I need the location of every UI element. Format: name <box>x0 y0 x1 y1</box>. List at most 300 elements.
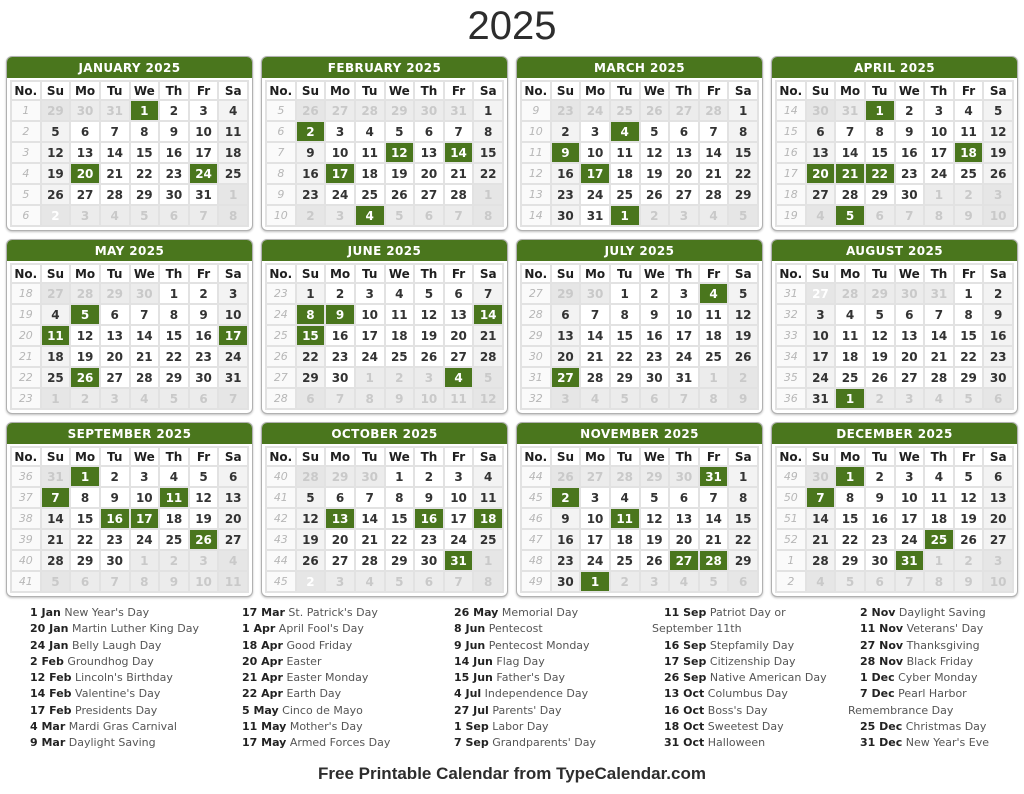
day-cell: 23 <box>552 185 580 204</box>
day-cell-holiday: 31 <box>896 551 924 570</box>
week-number: 29 <box>522 326 550 345</box>
day-cell: 31 <box>190 185 218 204</box>
day-cell: 11 <box>356 143 384 162</box>
week-number: 52 <box>777 530 805 549</box>
day-cell: 20 <box>896 347 924 366</box>
month-card-january <box>6 56 253 231</box>
day-cell: 9 <box>984 305 1012 324</box>
holiday-date: 16 Oct <box>664 703 705 717</box>
weekday-header: Su <box>807 448 835 465</box>
day-cell: 27 <box>984 530 1012 549</box>
day-cell: 15 <box>131 143 159 162</box>
day-cell: 18 <box>611 530 639 549</box>
day-cell: 5 <box>160 389 188 408</box>
day-cell: 20 <box>326 530 354 549</box>
day-cell: 6 <box>984 389 1012 408</box>
day-cell: 26 <box>415 347 443 366</box>
day-cell: 31 <box>807 389 835 408</box>
holiday-date: 13 Oct <box>664 687 705 701</box>
day-cell: 6 <box>807 122 835 141</box>
holiday-item: 13 Oct Columbus Day <box>664 687 788 701</box>
day-cell: 11 <box>445 389 473 408</box>
day-cell: 2 <box>866 467 894 486</box>
week-number: 14 <box>522 206 550 225</box>
weekday-header: Fr <box>955 82 983 99</box>
day-cell: 8 <box>386 488 414 507</box>
holiday-date: 2 Feb <box>30 654 64 668</box>
day-cell: 24 <box>807 368 835 387</box>
day-cell: 24 <box>326 185 354 204</box>
day-cell: 10 <box>219 305 247 324</box>
day-cell: 27 <box>101 368 129 387</box>
holiday-date: 15 Jun <box>454 671 493 685</box>
month-card-november <box>516 422 763 597</box>
day-cell: 2 <box>866 389 894 408</box>
day-cell: 5 <box>729 206 757 225</box>
day-cell: 3 <box>581 122 609 141</box>
day-cell: 2 <box>415 467 443 486</box>
day-cell: 5 <box>611 389 639 408</box>
holiday-item: 31 Oct Halloween <box>664 736 766 750</box>
weekday-header: Mo <box>581 82 609 99</box>
day-cell: 13 <box>552 326 580 345</box>
week-number: 17 <box>777 164 805 183</box>
week-number-header: No. <box>12 265 40 282</box>
weekday-header: Su <box>297 265 325 282</box>
day-cell: 23 <box>190 347 218 366</box>
day-cell: 29 <box>386 551 414 570</box>
day-cell: 7 <box>474 284 502 303</box>
weekday-header: Tu <box>611 265 639 282</box>
day-cell: 28 <box>836 185 864 204</box>
week-number: 40 <box>267 467 295 486</box>
day-cell: 6 <box>729 572 757 591</box>
day-cell: 9 <box>160 122 188 141</box>
day-cell: 5 <box>700 572 728 591</box>
day-cell: 12 <box>71 326 99 345</box>
day-cell: 5 <box>297 488 325 507</box>
holiday-item: 27 Nov Thanksgiving <box>860 638 980 652</box>
day-cell: 26 <box>552 467 580 486</box>
week-number: 5 <box>267 101 295 120</box>
day-cell: 8 <box>925 572 953 591</box>
weekday-header: We <box>641 82 669 99</box>
day-cell: 19 <box>729 326 757 345</box>
day-cell: 26 <box>641 551 669 570</box>
weekday-header: Sa <box>219 448 247 465</box>
day-cell: 30 <box>190 368 218 387</box>
day-cell: 24 <box>896 530 924 549</box>
day-cell: 24 <box>581 101 609 120</box>
day-cell: 20 <box>984 509 1012 528</box>
day-cell: 3 <box>356 284 384 303</box>
day-cell: 14 <box>356 509 384 528</box>
day-cell: 13 <box>219 488 247 507</box>
day-cell: 18 <box>700 326 728 345</box>
day-cell: 1 <box>474 101 502 120</box>
day-cell: 29 <box>160 368 188 387</box>
month-title: MAY 2025 <box>7 240 252 261</box>
day-cell: 8 <box>611 305 639 324</box>
weekday-header: Fr <box>190 82 218 99</box>
week-number: 5 <box>12 185 40 204</box>
day-cell: 6 <box>415 122 443 141</box>
day-cell: 2 <box>641 206 669 225</box>
day-cell: 15 <box>836 509 864 528</box>
day-cell-holiday: 15 <box>297 326 325 345</box>
day-cell: 2 <box>729 368 757 387</box>
day-cell: 5 <box>190 467 218 486</box>
weekday-header: Tu <box>866 82 894 99</box>
day-cell: 10 <box>670 305 698 324</box>
day-cell-holiday: 26 <box>71 368 99 387</box>
week-number: 30 <box>522 347 550 366</box>
day-cell: 4 <box>925 389 953 408</box>
day-cell: 17 <box>670 326 698 345</box>
day-cell: 29 <box>729 551 757 570</box>
day-cell: 19 <box>415 326 443 345</box>
day-cell-holiday: 12 <box>386 143 414 162</box>
day-cell: 1 <box>700 368 728 387</box>
day-cell: 7 <box>581 305 609 324</box>
holiday-item: 2 Nov Daylight Saving <box>860 606 986 619</box>
day-cell: 5 <box>984 101 1012 120</box>
day-cell: 23 <box>326 347 354 366</box>
day-cell: 10 <box>581 509 609 528</box>
day-cell: 8 <box>474 206 502 225</box>
week-number-header: No. <box>267 82 295 99</box>
weekday-header: Su <box>552 82 580 99</box>
holiday-item: 16 Oct Boss's Day <box>664 703 768 717</box>
week-number: 19 <box>12 305 40 324</box>
holiday-date: 4 Jul <box>454 687 482 701</box>
day-cell-holiday: 4 <box>611 122 639 141</box>
day-cell: 4 <box>356 122 384 141</box>
day-cell: 28 <box>474 347 502 366</box>
day-cell: 4 <box>925 467 953 486</box>
day-cell-holiday: 1 <box>71 467 99 486</box>
day-cell: 3 <box>552 389 580 408</box>
holiday-date: 14 Feb <box>30 687 72 701</box>
week-number: 6 <box>12 206 40 225</box>
day-cell-holiday: 2 <box>297 122 325 141</box>
day-cell: 26 <box>641 101 669 120</box>
day-cell-holiday: 18 <box>955 143 983 162</box>
holiday-column <box>18 605 230 752</box>
calendar-page <box>0 4 1024 784</box>
holiday-date: 1 Sep <box>454 720 489 734</box>
day-cell: 22 <box>729 530 757 549</box>
day-cell: 7 <box>356 488 384 507</box>
day-cell: 21 <box>445 164 473 183</box>
day-cell: 2 <box>984 284 1012 303</box>
day-cell: 28 <box>131 368 159 387</box>
day-cell: 3 <box>670 206 698 225</box>
day-cell: 25 <box>42 368 70 387</box>
day-cell: 21 <box>807 530 835 549</box>
day-cell: 13 <box>896 326 924 345</box>
day-cell: 9 <box>866 488 894 507</box>
day-cell: 1 <box>955 284 983 303</box>
day-cell: 27 <box>219 530 247 549</box>
day-cell: 15 <box>955 326 983 345</box>
day-cell: 12 <box>42 143 70 162</box>
day-cell-holiday: 21 <box>836 164 864 183</box>
day-cell-holiday: 8 <box>297 305 325 324</box>
day-cell: 3 <box>581 488 609 507</box>
week-number-header: No. <box>522 448 550 465</box>
week-number: 15 <box>777 122 805 141</box>
day-cell: 30 <box>670 467 698 486</box>
month-title: OCTOBER 2025 <box>262 423 507 444</box>
week-number: 10 <box>522 122 550 141</box>
day-cell: 14 <box>42 509 70 528</box>
week-number: 51 <box>777 509 805 528</box>
day-cell: 7 <box>925 305 953 324</box>
week-number: 24 <box>267 305 295 324</box>
day-cell: 1 <box>611 284 639 303</box>
weekday-header: Su <box>42 448 70 465</box>
day-cell: 7 <box>445 206 473 225</box>
week-number: 27 <box>522 284 550 303</box>
weekday-header: Su <box>552 265 580 282</box>
week-number: 40 <box>12 551 40 570</box>
weekday-header: Su <box>297 448 325 465</box>
holiday-date: 21 Apr <box>242 671 283 685</box>
day-cell: 22 <box>611 347 639 366</box>
day-cell: 7 <box>101 572 129 591</box>
week-number: 35 <box>777 368 805 387</box>
day-cell: 5 <box>866 305 894 324</box>
day-cell: 6 <box>641 389 669 408</box>
month-title: NOVEMBER 2025 <box>517 423 762 444</box>
day-cell-holiday: 2 <box>552 488 580 507</box>
day-cell: 26 <box>729 347 757 366</box>
day-cell: 17 <box>445 509 473 528</box>
holiday-date: 26 Sep <box>664 671 707 685</box>
day-cell: 25 <box>386 347 414 366</box>
day-cell: 22 <box>474 164 502 183</box>
day-cell: 9 <box>641 305 669 324</box>
holiday-item: 14 Feb Valentine's Day <box>30 687 161 701</box>
week-number: 22 <box>12 368 40 387</box>
weekday-header: Tu <box>356 448 384 465</box>
day-cell-holiday: 17 <box>581 164 609 183</box>
day-cell: 2 <box>641 284 669 303</box>
day-cell: 16 <box>552 530 580 549</box>
day-cell: 4 <box>42 305 70 324</box>
day-cell: 8 <box>71 488 99 507</box>
day-cell-holiday: 27 <box>552 368 580 387</box>
holiday-date: 1 Dec <box>860 671 895 685</box>
day-cell: 20 <box>670 530 698 549</box>
weekday-header: We <box>386 82 414 99</box>
day-cell: 10 <box>445 488 473 507</box>
week-number: 9 <box>267 185 295 204</box>
day-cell: 31 <box>101 101 129 120</box>
day-cell: 3 <box>326 122 354 141</box>
day-cell: 6 <box>445 284 473 303</box>
day-cell: 8 <box>955 305 983 324</box>
day-cell: 23 <box>641 347 669 366</box>
holiday-date: 9 Mar <box>30 736 66 750</box>
day-cell: 9 <box>955 572 983 591</box>
day-cell: 27 <box>581 467 609 486</box>
day-cell: 21 <box>700 530 728 549</box>
weekday-header: Th <box>160 448 188 465</box>
day-cell: 15 <box>729 509 757 528</box>
week-number-header: No. <box>522 82 550 99</box>
day-cell: 19 <box>42 164 70 183</box>
holiday-item: 17 Feb Presidents Day <box>30 703 158 717</box>
day-cell: 28 <box>581 368 609 387</box>
week-number: 4 <box>12 164 40 183</box>
day-cell: 3 <box>219 284 247 303</box>
day-cell: 10 <box>326 143 354 162</box>
week-number: 49 <box>522 572 550 591</box>
page-title: 2025 <box>467 4 557 48</box>
day-cell: 8 <box>866 122 894 141</box>
day-cell: 9 <box>896 122 924 141</box>
day-cell: 21 <box>925 347 953 366</box>
day-cell: 16 <box>326 326 354 345</box>
day-cell: 18 <box>160 509 188 528</box>
day-cell: 29 <box>326 467 354 486</box>
day-cell: 23 <box>160 164 188 183</box>
day-cell: 8 <box>219 206 247 225</box>
week-number-header: No. <box>267 448 295 465</box>
day-cell-holiday: 17 <box>131 509 159 528</box>
day-cell: 24 <box>131 530 159 549</box>
day-cell: 6 <box>326 488 354 507</box>
holiday-item: 17 May Armed Forces Day <box>242 736 391 750</box>
day-cell: 4 <box>836 305 864 324</box>
week-number: 20 <box>12 326 40 345</box>
day-cell: 4 <box>807 206 835 225</box>
day-cell: 19 <box>866 347 894 366</box>
day-cell: 2 <box>611 572 639 591</box>
day-cell-holiday: 22 <box>866 164 894 183</box>
weekday-header: Mo <box>71 265 99 282</box>
day-cell: 6 <box>670 122 698 141</box>
day-cell: 5 <box>386 572 414 591</box>
day-cell: 1 <box>925 185 953 204</box>
week-number: 44 <box>267 551 295 570</box>
day-cell: 2 <box>190 284 218 303</box>
holiday-date: 24 Jan <box>30 638 69 652</box>
day-cell: 29 <box>297 368 325 387</box>
day-cell: 29 <box>71 551 99 570</box>
day-cell: 11 <box>955 122 983 141</box>
day-cell: 23 <box>552 101 580 120</box>
day-cell: 7 <box>190 206 218 225</box>
day-cell: 28 <box>356 551 384 570</box>
day-cell-holiday: 25 <box>925 530 953 549</box>
day-cell: 17 <box>925 143 953 162</box>
day-cell: 14 <box>700 509 728 528</box>
day-cell: 2 <box>297 206 325 225</box>
day-cell: 9 <box>386 389 414 408</box>
day-cell: 11 <box>474 488 502 507</box>
day-cell: 25 <box>700 347 728 366</box>
day-cell: 21 <box>581 347 609 366</box>
day-cell: 30 <box>984 368 1012 387</box>
day-cell: 4 <box>611 488 639 507</box>
holiday-item: 21 Apr Easter Monday <box>242 671 369 685</box>
day-cell: 13 <box>670 509 698 528</box>
week-number: 33 <box>777 326 805 345</box>
day-cell: 4 <box>581 389 609 408</box>
day-cell: 28 <box>836 284 864 303</box>
day-cell: 6 <box>71 122 99 141</box>
weekday-header: We <box>896 82 924 99</box>
weekday-header: Th <box>670 448 698 465</box>
day-cell: 26 <box>955 530 983 549</box>
holiday-item: 20 Apr Easter <box>242 654 322 668</box>
day-cell: 25 <box>474 530 502 549</box>
day-cell: 7 <box>836 122 864 141</box>
day-cell-holiday: 1 <box>866 101 894 120</box>
week-number-header: No. <box>522 265 550 282</box>
holiday-column <box>230 605 442 752</box>
day-cell-holiday: 1 <box>581 572 609 591</box>
weekday-header: Sa <box>474 82 502 99</box>
holiday-item: 11 May Mother's Day <box>242 720 363 734</box>
week-number: 50 <box>777 488 805 507</box>
day-cell-holiday: 26 <box>190 530 218 549</box>
holiday-date: 31 Oct <box>664 736 705 750</box>
day-cell: 22 <box>386 530 414 549</box>
day-cell-holiday: 4 <box>356 206 384 225</box>
weekday-header: Th <box>670 265 698 282</box>
day-cell: 5 <box>415 284 443 303</box>
weekday-header: Th <box>925 82 953 99</box>
day-cell-holiday: 1 <box>836 467 864 486</box>
holiday-item: 31 Dec New Year's Eve <box>860 736 990 750</box>
day-cell: 12 <box>984 122 1012 141</box>
day-cell: 8 <box>729 122 757 141</box>
day-cell: 3 <box>445 467 473 486</box>
weekday-header: Th <box>925 265 953 282</box>
day-cell: 28 <box>925 368 953 387</box>
day-cell: 12 <box>297 509 325 528</box>
day-cell: 4 <box>160 467 188 486</box>
day-cell: 28 <box>611 467 639 486</box>
day-cell: 31 <box>42 467 70 486</box>
day-cell: 5 <box>641 122 669 141</box>
holiday-item: 11 Sep Patriot Day or September 11th <box>652 606 786 636</box>
weekday-header: Mo <box>581 448 609 465</box>
day-cell: 16 <box>896 143 924 162</box>
day-cell: 25 <box>219 164 247 183</box>
day-cell: 15 <box>71 509 99 528</box>
day-cell: 6 <box>866 572 894 591</box>
day-cell: 2 <box>955 551 983 570</box>
day-cell: 29 <box>131 185 159 204</box>
month-card-august <box>771 239 1018 414</box>
day-cell: 7 <box>896 206 924 225</box>
holiday-date: 26 May <box>454 606 499 619</box>
day-cell: 18 <box>356 164 384 183</box>
week-number: 28 <box>522 305 550 324</box>
month-title: JUNE 2025 <box>262 240 507 261</box>
weekday-header: Tu <box>101 265 129 282</box>
holiday-date: 27 Nov <box>860 638 904 652</box>
day-cell: 23 <box>552 551 580 570</box>
day-cell: 24 <box>925 164 953 183</box>
weekday-header: Fr <box>955 265 983 282</box>
day-cell: 30 <box>581 284 609 303</box>
